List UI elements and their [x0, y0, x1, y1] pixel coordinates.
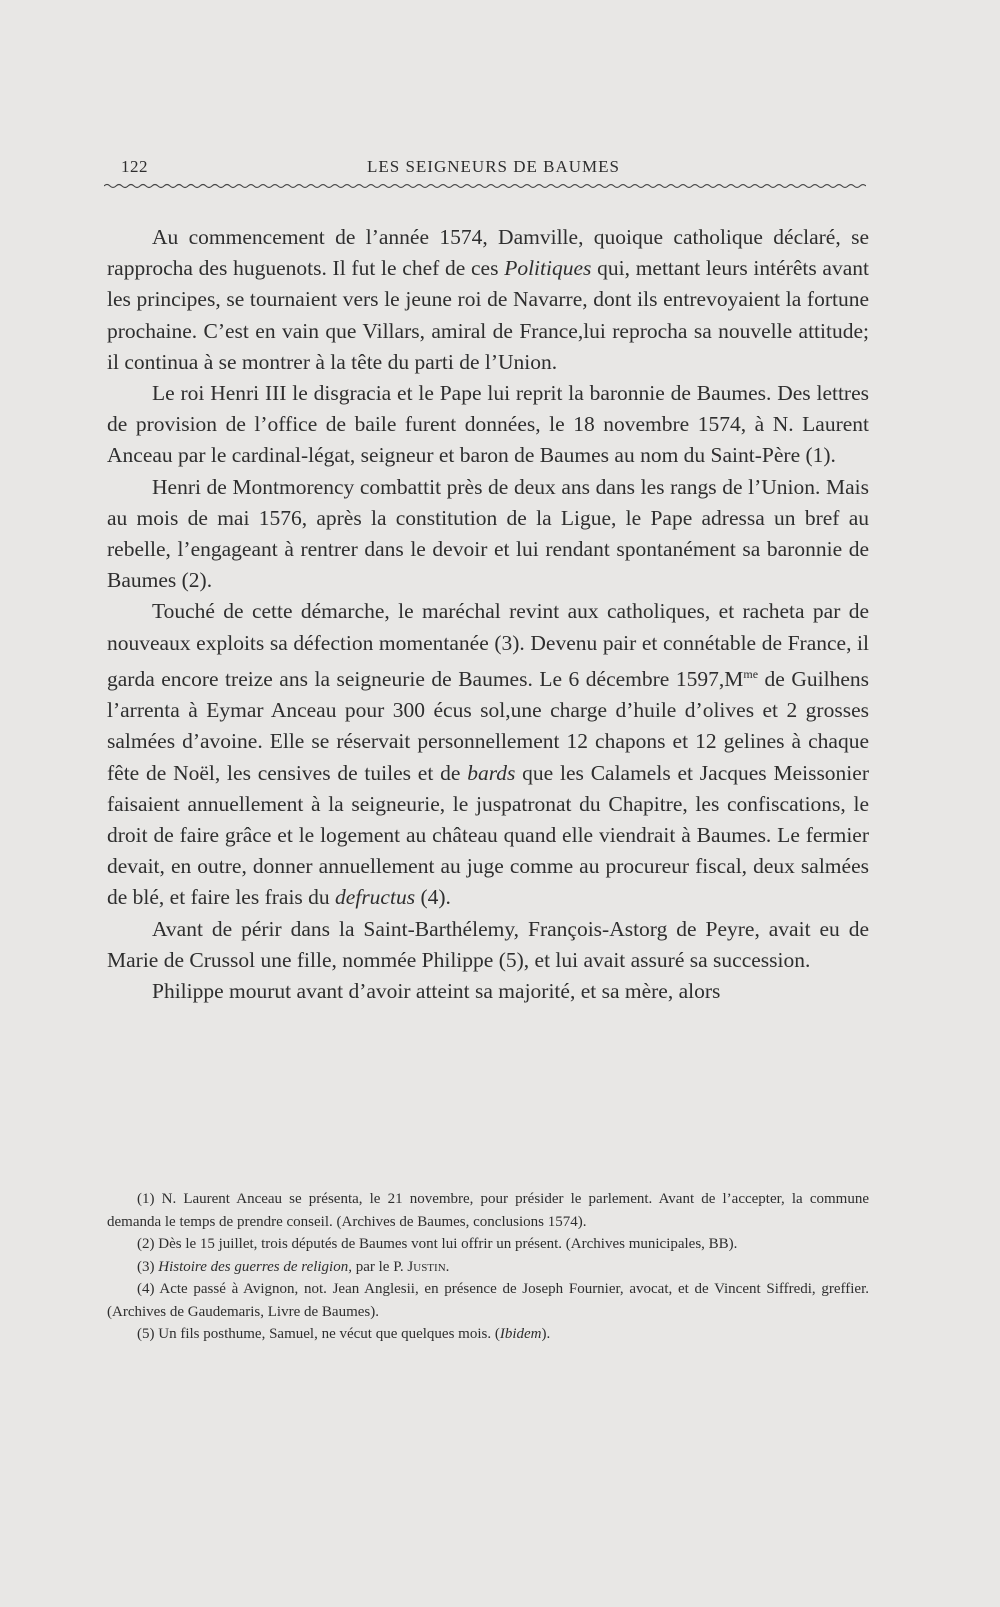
italic-text: Politiques [504, 256, 592, 281]
text-run: (2) Dès le 15 juillet, trois députés de Baumes vont lui offrir un présent. (Archives municipales, BB). [137, 1236, 738, 1252]
paragraph [107, 976, 869, 1007]
text-run: par le P. [351, 1258, 408, 1275]
text-run: . [445, 1258, 450, 1275]
text-run: Philippe mourut avant d’avoir atteint sa majorité, et sa mère, alors [152, 979, 721, 1004]
text-run: ). [541, 1326, 551, 1342]
text-run: (4) Acte passé à Avignon, not. Jean Anglesii, en présence de Joseph Fournier, avocat, et de Vincent Siffredi, greffier. (Archives de Gaudemaris, Livre de Baumes). [107, 1281, 869, 1320]
running-title: LES SEIGNEURS DE BAUMES [367, 157, 620, 176]
text-run: (3) [137, 1258, 159, 1275]
paragraph [107, 472, 869, 597]
italic-text: defructus [335, 885, 416, 910]
superscript: me [743, 666, 759, 681]
italic-text: Histoire des guerres de religion, [158, 1258, 352, 1275]
footnote [107, 1278, 869, 1323]
wavy-rule [104, 182, 866, 190]
text-run: (4). [415, 885, 451, 910]
page-header [121, 157, 866, 181]
footnote [107, 1233, 869, 1256]
text-run: (1) N. Laurent Anceau se présenta, le 21 novembre, pour présider le parlement. Avant de l’accepter, la commune demanda le temps de prendre conseil. (Archives de Baumes, conclusions 1574). [107, 1191, 869, 1230]
paragraph [107, 222, 869, 378]
footnote [107, 1256, 869, 1279]
text-run: Avant de périr dans la Saint-Barthélemy, François-Astorg de Peyre, avait eu de Marie de Crussol une fille, nommée Philippe (5), et lui avait assuré sa succession. [107, 916, 869, 972]
text-run: Le roi Henri III le disgracia et le Pape lui reprit la baronnie de Baumes. Des lettres de provision de l’office de baile furent données, le 18 novembre 1574, à N. Laurent Anceau par le cardinal-légat, seigneur et baron de Baumes au nom du Saint-Père (1). [107, 381, 869, 468]
italic-text: bards [467, 760, 516, 785]
page-number: 122 [121, 157, 148, 176]
text-run: Henri de Montmorency combattit près de deux ans dans les rangs de l’Union. Mais au mois de mai 1576, après la constitution de la Ligue, le Pape adressa un bref au rebelle, l’engageant à rentrer dans le devoir et lui rendant spontanément sa baronnie de Baumes (2). [107, 474, 869, 593]
main-text [107, 222, 869, 1007]
footnotes [107, 1188, 869, 1346]
footnote [107, 1323, 869, 1346]
italic-text: Ibidem [499, 1326, 542, 1342]
text-run: qui, mettant leurs intérêts avant les principes, se tournaient vers le jeune roi de Navarre, dont ils entrevoyaient la fortune prochaine. C’est en vain que Villars, amiral de France,lui reprocha sa nouvelle attitude; il continua à se montrer à la tête du parti de l’Union. [107, 256, 869, 374]
small-caps-text: Justin [407, 1258, 446, 1275]
text-run: de Guilhens l’arrenta à Eymar Anceau pour 300 écus sol,une charge d’huile d’olives et 2 grosses salmées d’avoine. Elle se réservait personnellement 12 chapons et 12 gelines à chaque fête de Noël, les censives de tuiles et de [107, 667, 869, 785]
paragraph [107, 596, 869, 913]
text-run: Au commencement de l’année 1574, Damville, quoique catholique déclaré, se rapprocha des huguenots. Il fut le chef de ces [107, 225, 869, 281]
paragraph [107, 914, 869, 976]
text-run: (5) Un fils posthume, Samuel, ne vécut que quelques mois. ( [137, 1326, 500, 1342]
paragraph [107, 378, 869, 472]
text-run: que les Calamels et Jacques Meissonier faisaient annuellement à la seigneurie, le juspatronat du Chapitre, les confiscations, le droit de faire grâce et le logement au château quand elle viendrait à Baumes. Le fermier devait, en outre, donner annuellement au juge comme au procureur fiscal, deux salmées de blé, et faire les frais du [107, 760, 869, 910]
footnote [107, 1188, 869, 1233]
text-run: Touché de cette démarche, le maréchal revint aux catholiques, et racheta par de nouveaux exploits sa défection momentanée (3). Devenu pair et connétable de France, il garda encore treize ans la seigneurie de Baumes. Le 6 décembre 1597,M [107, 599, 869, 691]
